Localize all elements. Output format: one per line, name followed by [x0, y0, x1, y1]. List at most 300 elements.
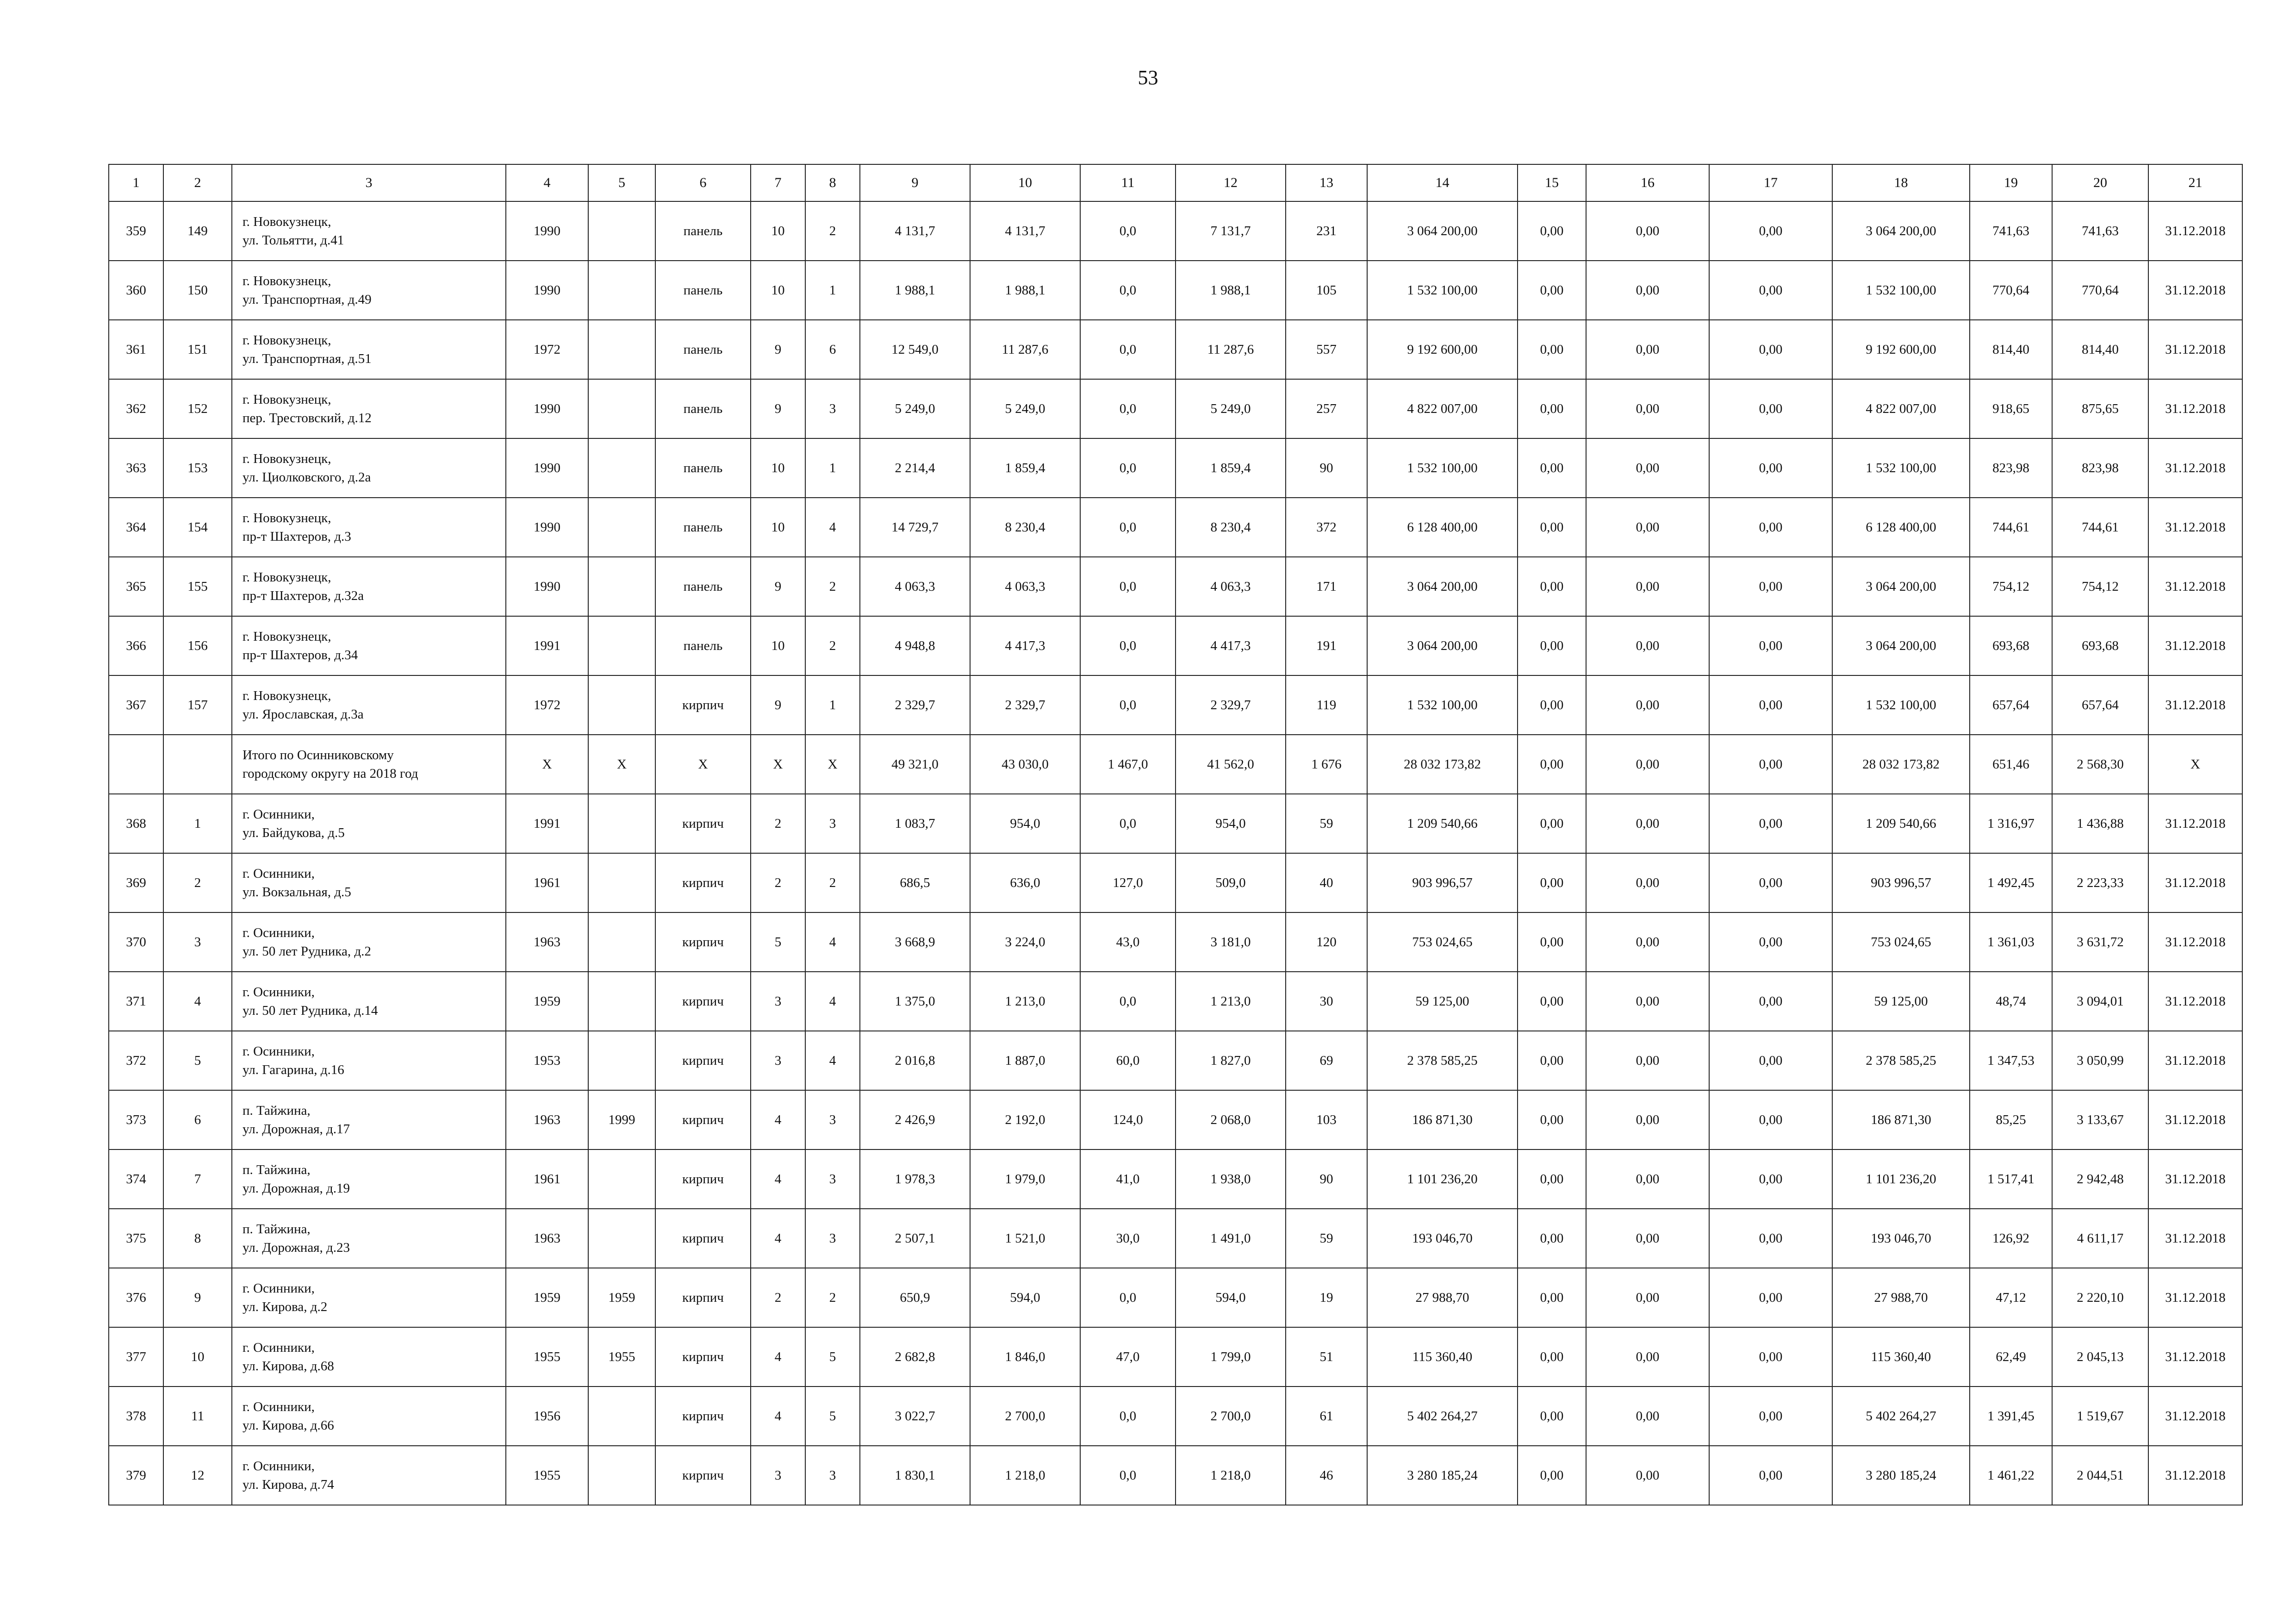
address-line-2: ул. Кирова, д.74 [243, 1477, 334, 1492]
cell-col-8: 5 [805, 1327, 860, 1387]
address-line-1: г. Новокузнецк, [243, 570, 331, 585]
address-line-2: ул. Кирова, д.68 [243, 1359, 334, 1374]
cell-col-15: 0,00 [1518, 1209, 1586, 1268]
cell-col-8: 4 [805, 912, 860, 972]
cell-col-7: 10 [751, 616, 805, 675]
cell-col-8: 3 [805, 1446, 860, 1505]
cell-col-14: 3 280 185,24 [1367, 1446, 1518, 1505]
cell-col-18: 2 378 585,25 [1832, 1031, 1970, 1090]
cell-col-1: 377 [109, 1327, 163, 1387]
cell-col-4: 1961 [506, 853, 588, 912]
cell-col-12: 594,0 [1176, 1268, 1286, 1327]
address-line-2: ул. Транспортная, д.51 [243, 351, 372, 366]
cell-col-9: 4 131,7 [860, 201, 970, 261]
cell-col-6: X [655, 735, 751, 794]
cell-col-16: 0,00 [1586, 1268, 1709, 1327]
cell-col-7: 2 [751, 853, 805, 912]
cell-col-10: 1 859,4 [970, 438, 1080, 498]
cell-col-15: 0,00 [1518, 1387, 1586, 1446]
cell-col-15: 0,00 [1518, 557, 1586, 616]
cell-col-1: 379 [109, 1446, 163, 1505]
cell-col-7: 4 [751, 1090, 805, 1149]
address-cell [232, 1327, 506, 1387]
cell-col-16: 0,00 [1586, 735, 1709, 794]
cell-col-12: 1 938,0 [1176, 1149, 1286, 1209]
cell-col-19: 693,68 [1970, 616, 2052, 675]
cell-col-10: 2 700,0 [970, 1387, 1080, 1446]
cell-col-11: 0,0 [1080, 438, 1176, 498]
cell-col-17: 0,00 [1709, 1446, 1832, 1505]
column-header-21: 21 [2148, 164, 2242, 201]
column-header-13: 13 [1286, 164, 1367, 201]
cell-col-1: 373 [109, 1090, 163, 1149]
address-line-1: г. Осинники, [243, 1281, 315, 1296]
cell-col-20: 2 220,10 [2052, 1268, 2148, 1327]
cell-col-17: 0,00 [1709, 498, 1832, 557]
cell-col-12: 1 213,0 [1176, 972, 1286, 1031]
cell-col-2: 4 [163, 972, 232, 1031]
cell-col-2: 154 [163, 498, 232, 557]
header-row [109, 164, 2242, 201]
cell-col-2 [163, 735, 232, 794]
cell-col-13: 103 [1286, 1090, 1367, 1149]
cell-col-6: кирпич [655, 1209, 751, 1268]
table-row [109, 1387, 2242, 1446]
cell-col-1: 376 [109, 1268, 163, 1327]
cell-col-18: 3 064 200,00 [1832, 616, 1970, 675]
cell-col-14: 2 378 585,25 [1367, 1031, 1518, 1090]
cell-col-18: 3 064 200,00 [1832, 201, 1970, 261]
cell-col-21: 31.12.2018 [2148, 1209, 2242, 1268]
cell-col-4: 1991 [506, 794, 588, 853]
cell-col-20: 3 133,67 [2052, 1090, 2148, 1149]
cell-col-5 [588, 261, 655, 320]
cell-col-2: 6 [163, 1090, 232, 1149]
address-line-1: г. Осинники, [243, 1399, 315, 1414]
cell-col-13: 231 [1286, 201, 1367, 261]
cell-col-8: 3 [805, 794, 860, 853]
table-row [109, 735, 2242, 794]
cell-col-12: 41 562,0 [1176, 735, 1286, 794]
cell-col-19: 48,74 [1970, 972, 2052, 1031]
cell-col-13: 51 [1286, 1327, 1367, 1387]
cell-col-18: 3 280 185,24 [1832, 1446, 1970, 1505]
cell-col-11: 30,0 [1080, 1209, 1176, 1268]
cell-col-9: 14 729,7 [860, 498, 970, 557]
cell-col-19: 47,12 [1970, 1268, 2052, 1327]
column-header-9: 9 [860, 164, 970, 201]
cell-col-19: 744,61 [1970, 498, 2052, 557]
cell-col-17: 0,00 [1709, 1268, 1832, 1327]
cell-col-2: 12 [163, 1446, 232, 1505]
cell-col-4: 1990 [506, 438, 588, 498]
cell-col-14: 115 360,40 [1367, 1327, 1518, 1387]
cell-col-1: 361 [109, 320, 163, 379]
cell-col-20: 744,61 [2052, 498, 2148, 557]
table-row [109, 320, 2242, 379]
cell-col-13: 119 [1286, 675, 1367, 735]
cell-col-1: 363 [109, 438, 163, 498]
table-row [109, 1031, 2242, 1090]
cell-col-17: 0,00 [1709, 320, 1832, 379]
cell-col-18: 3 064 200,00 [1832, 557, 1970, 616]
cell-col-21: 31.12.2018 [2148, 379, 2242, 438]
cell-col-14: 4 822 007,00 [1367, 379, 1518, 438]
cell-col-19: 754,12 [1970, 557, 2052, 616]
column-header-19: 19 [1970, 164, 2052, 201]
cell-col-6: кирпич [655, 912, 751, 972]
cell-col-18: 753 024,65 [1832, 912, 1970, 972]
table-row [109, 675, 2242, 735]
cell-col-21: 31.12.2018 [2148, 853, 2242, 912]
cell-col-1: 369 [109, 853, 163, 912]
cell-col-7: 3 [751, 1031, 805, 1090]
cell-col-11: 124,0 [1080, 1090, 1176, 1149]
cell-col-8: 2 [805, 1268, 860, 1327]
cell-col-20: 814,40 [2052, 320, 2148, 379]
cell-col-21: 31.12.2018 [2148, 1387, 2242, 1446]
cell-col-7: 3 [751, 1446, 805, 1505]
cell-col-12: 5 249,0 [1176, 379, 1286, 438]
cell-col-6: кирпич [655, 1149, 751, 1209]
table-row [109, 557, 2242, 616]
cell-col-5 [588, 1209, 655, 1268]
cell-col-1: 370 [109, 912, 163, 972]
cell-col-12: 2 329,7 [1176, 675, 1286, 735]
cell-col-11: 127,0 [1080, 853, 1176, 912]
cell-col-19: 657,64 [1970, 675, 2052, 735]
cell-col-9: 686,5 [860, 853, 970, 912]
cell-col-11: 47,0 [1080, 1327, 1176, 1387]
cell-col-14: 9 192 600,00 [1367, 320, 1518, 379]
cell-col-14: 3 064 200,00 [1367, 201, 1518, 261]
column-header-1: 1 [109, 164, 163, 201]
cell-col-6: панель [655, 616, 751, 675]
column-header-14: 14 [1367, 164, 1518, 201]
cell-col-20: 754,12 [2052, 557, 2148, 616]
table-row [109, 912, 2242, 972]
cell-col-19: 651,46 [1970, 735, 2052, 794]
table-row [109, 498, 2242, 557]
address-line-1: г. Новокузнецк, [243, 214, 331, 229]
cell-col-20: 4 611,17 [2052, 1209, 2148, 1268]
table-row [109, 972, 2242, 1031]
cell-col-6: кирпич [655, 972, 751, 1031]
cell-col-11: 60,0 [1080, 1031, 1176, 1090]
address-cell [232, 735, 506, 794]
cell-col-13: 90 [1286, 438, 1367, 498]
cell-col-18: 1 209 540,66 [1832, 794, 1970, 853]
cell-col-16: 0,00 [1586, 675, 1709, 735]
cell-col-16: 0,00 [1586, 1209, 1709, 1268]
cell-col-1: 374 [109, 1149, 163, 1209]
cell-col-6: панель [655, 557, 751, 616]
table-row [109, 616, 2242, 675]
cell-col-10: 3 224,0 [970, 912, 1080, 972]
cell-col-21: 31.12.2018 [2148, 675, 2242, 735]
cell-col-8: 5 [805, 1387, 860, 1446]
cell-col-11: 0,0 [1080, 498, 1176, 557]
cell-col-7: 9 [751, 379, 805, 438]
cell-col-19: 1 517,41 [1970, 1149, 2052, 1209]
cell-col-4: 1972 [506, 675, 588, 735]
cell-col-17: 0,00 [1709, 1031, 1832, 1090]
cell-col-19: 823,98 [1970, 438, 2052, 498]
cell-col-15: 0,00 [1518, 1327, 1586, 1387]
cell-col-15: 0,00 [1518, 498, 1586, 557]
cell-col-15: 0,00 [1518, 261, 1586, 320]
address-cell [232, 794, 506, 853]
cell-col-15: 0,00 [1518, 438, 1586, 498]
cell-col-18: 6 128 400,00 [1832, 498, 1970, 557]
address-cell [232, 1268, 506, 1327]
cell-col-8: 3 [805, 379, 860, 438]
address-cell [232, 320, 506, 379]
cell-col-6: кирпич [655, 794, 751, 853]
cell-col-13: 69 [1286, 1031, 1367, 1090]
cell-col-5 [588, 1387, 655, 1446]
cell-col-19: 1 347,53 [1970, 1031, 2052, 1090]
cell-col-6: кирпич [655, 1446, 751, 1505]
cell-col-2: 151 [163, 320, 232, 379]
cell-col-12: 4 063,3 [1176, 557, 1286, 616]
address-line-2: ул. Тольятти, д.41 [243, 233, 344, 248]
address-cell [232, 557, 506, 616]
cell-col-13: 59 [1286, 1209, 1367, 1268]
cell-col-4: 1963 [506, 1090, 588, 1149]
cell-col-17: 0,00 [1709, 675, 1832, 735]
column-header-4: 4 [506, 164, 588, 201]
cell-col-19: 741,63 [1970, 201, 2052, 261]
cell-col-13: 191 [1286, 616, 1367, 675]
column-header-16: 16 [1586, 164, 1709, 201]
cell-col-10: 1 979,0 [970, 1149, 1080, 1209]
column-header-12: 12 [1176, 164, 1286, 201]
cell-col-15: 0,00 [1518, 1090, 1586, 1149]
cell-col-12: 11 287,6 [1176, 320, 1286, 379]
cell-col-1: 366 [109, 616, 163, 675]
cell-col-1: 362 [109, 379, 163, 438]
cell-col-16: 0,00 [1586, 1387, 1709, 1446]
cell-col-9: 2 507,1 [860, 1209, 970, 1268]
address-line-1: г. Новокузнецк, [243, 333, 331, 348]
cell-col-9: 1 830,1 [860, 1446, 970, 1505]
address-line-1: г. Новокузнецк, [243, 451, 331, 466]
cell-col-6: панель [655, 320, 751, 379]
cell-col-12: 1 491,0 [1176, 1209, 1286, 1268]
cell-col-16: 0,00 [1586, 379, 1709, 438]
cell-col-6: кирпич [655, 1268, 751, 1327]
address-line-1: п. Тайжина, [243, 1162, 311, 1177]
address-cell [232, 1387, 506, 1446]
cell-col-15: 0,00 [1518, 794, 1586, 853]
cell-col-2: 150 [163, 261, 232, 320]
cell-col-12: 4 417,3 [1176, 616, 1286, 675]
cell-col-9: 4 948,8 [860, 616, 970, 675]
cell-col-17: 0,00 [1709, 1387, 1832, 1446]
cell-col-15: 0,00 [1518, 735, 1586, 794]
cell-col-17: 0,00 [1709, 735, 1832, 794]
table-row [109, 1446, 2242, 1505]
address-cell [232, 201, 506, 261]
cell-col-1: 365 [109, 557, 163, 616]
cell-col-7: 4 [751, 1149, 805, 1209]
cell-col-21: 31.12.2018 [2148, 320, 2242, 379]
cell-col-17: 0,00 [1709, 201, 1832, 261]
cell-col-21: 31.12.2018 [2148, 557, 2242, 616]
cell-col-13: 40 [1286, 853, 1367, 912]
address-line-2: ул. 50 лет Рудника, д.2 [243, 944, 371, 959]
cell-col-14: 1 532 100,00 [1367, 675, 1518, 735]
cell-col-15: 0,00 [1518, 675, 1586, 735]
cell-col-16: 0,00 [1586, 853, 1709, 912]
cell-col-9: 3 022,7 [860, 1387, 970, 1446]
cell-col-15: 0,00 [1518, 1268, 1586, 1327]
cell-col-15: 0,00 [1518, 1446, 1586, 1505]
cell-col-17: 0,00 [1709, 1209, 1832, 1268]
cell-col-10: 4 063,3 [970, 557, 1080, 616]
table-row [109, 1268, 2242, 1327]
address-cell [232, 1149, 506, 1209]
cell-col-7: 9 [751, 675, 805, 735]
data-table [108, 164, 2243, 1505]
cell-col-4: 1990 [506, 557, 588, 616]
cell-col-16: 0,00 [1586, 1327, 1709, 1387]
cell-col-10: 5 249,0 [970, 379, 1080, 438]
table-row [109, 1149, 2242, 1209]
cell-col-1: 372 [109, 1031, 163, 1090]
table-row [109, 1327, 2242, 1387]
cell-col-8: X [805, 735, 860, 794]
cell-col-9: 49 321,0 [860, 735, 970, 794]
cell-col-17: 0,00 [1709, 261, 1832, 320]
cell-col-11: 0,0 [1080, 557, 1176, 616]
cell-col-5 [588, 616, 655, 675]
cell-col-9: 5 249,0 [860, 379, 970, 438]
cell-col-2: 157 [163, 675, 232, 735]
cell-col-9: 3 668,9 [860, 912, 970, 972]
cell-col-20: 2 942,48 [2052, 1149, 2148, 1209]
cell-col-20: 657,64 [2052, 675, 2148, 735]
cell-col-10: 954,0 [970, 794, 1080, 853]
cell-col-5 [588, 1149, 655, 1209]
cell-col-16: 0,00 [1586, 912, 1709, 972]
address-line-1: г. Осинники, [243, 985, 315, 999]
cell-col-2: 153 [163, 438, 232, 498]
cell-col-16: 0,00 [1586, 616, 1709, 675]
cell-col-8: 2 [805, 201, 860, 261]
cell-col-7: 9 [751, 320, 805, 379]
cell-col-11: 0,0 [1080, 1268, 1176, 1327]
cell-col-1: 367 [109, 675, 163, 735]
cell-col-15: 0,00 [1518, 972, 1586, 1031]
cell-col-9: 1 988,1 [860, 261, 970, 320]
cell-col-20: 1 436,88 [2052, 794, 2148, 853]
cell-col-21: 31.12.2018 [2148, 1268, 2242, 1327]
cell-col-17: 0,00 [1709, 379, 1832, 438]
cell-col-6: панель [655, 438, 751, 498]
cell-col-10: 2 192,0 [970, 1090, 1080, 1149]
cell-col-15: 0,00 [1518, 1031, 1586, 1090]
table-row [109, 261, 2242, 320]
cell-col-9: 2 682,8 [860, 1327, 970, 1387]
cell-col-7: 3 [751, 972, 805, 1031]
cell-col-17: 0,00 [1709, 1090, 1832, 1149]
cell-col-18: 27 988,70 [1832, 1268, 1970, 1327]
cell-col-11: 0,0 [1080, 1446, 1176, 1505]
cell-col-6: кирпич [655, 1031, 751, 1090]
cell-col-20: 2 044,51 [2052, 1446, 2148, 1505]
cell-col-8: 2 [805, 557, 860, 616]
cell-col-2: 155 [163, 557, 232, 616]
cell-col-19: 1 361,03 [1970, 912, 2052, 972]
cell-col-10: 1 218,0 [970, 1446, 1080, 1505]
cell-col-8: 4 [805, 1031, 860, 1090]
cell-col-11: 0,0 [1080, 616, 1176, 675]
cell-col-2: 7 [163, 1149, 232, 1209]
cell-col-7: 4 [751, 1327, 805, 1387]
cell-col-6: кирпич [655, 1090, 751, 1149]
cell-col-16: 0,00 [1586, 438, 1709, 498]
cell-col-11: 0,0 [1080, 1387, 1176, 1446]
cell-col-17: 0,00 [1709, 438, 1832, 498]
cell-col-21: 31.12.2018 [2148, 201, 2242, 261]
cell-col-16: 0,00 [1586, 261, 1709, 320]
cell-col-13: 257 [1286, 379, 1367, 438]
cell-col-21: 31.12.2018 [2148, 261, 2242, 320]
cell-col-15: 0,00 [1518, 201, 1586, 261]
cell-col-5: 1959 [588, 1268, 655, 1327]
cell-col-6: панель [655, 498, 751, 557]
cell-col-20: 823,98 [2052, 438, 2148, 498]
table-row [109, 379, 2242, 438]
cell-col-10: 4 417,3 [970, 616, 1080, 675]
page-number: 53 [1138, 66, 1158, 89]
cell-col-17: 0,00 [1709, 912, 1832, 972]
cell-col-5 [588, 557, 655, 616]
cell-col-20: 2 568,30 [2052, 735, 2148, 794]
cell-col-12: 1 859,4 [1176, 438, 1286, 498]
cell-col-19: 62,49 [1970, 1327, 2052, 1387]
cell-col-14: 1 101 236,20 [1367, 1149, 1518, 1209]
cell-col-20: 3 094,01 [2052, 972, 2148, 1031]
cell-col-21: 31.12.2018 [2148, 912, 2242, 972]
cell-col-13: 61 [1286, 1387, 1367, 1446]
cell-col-12: 509,0 [1176, 853, 1286, 912]
cell-col-19: 1 492,45 [1970, 853, 2052, 912]
cell-col-10: 1 846,0 [970, 1327, 1080, 1387]
cell-col-8: 1 [805, 675, 860, 735]
cell-col-15: 0,00 [1518, 616, 1586, 675]
cell-col-4: 1972 [506, 320, 588, 379]
cell-col-17: 0,00 [1709, 616, 1832, 675]
cell-col-12: 954,0 [1176, 794, 1286, 853]
cell-col-18: 4 822 007,00 [1832, 379, 1970, 438]
cell-col-19: 1 316,97 [1970, 794, 2052, 853]
address-cell [232, 379, 506, 438]
cell-col-4: 1953 [506, 1031, 588, 1090]
address-line-1: Итого по Осинниковскому [243, 748, 394, 762]
cell-col-11: 1 467,0 [1080, 735, 1176, 794]
cell-col-4: 1990 [506, 201, 588, 261]
cell-col-12: 3 181,0 [1176, 912, 1286, 972]
cell-col-7: X [751, 735, 805, 794]
address-cell [232, 853, 506, 912]
cell-col-6: панель [655, 379, 751, 438]
cell-col-5 [588, 1446, 655, 1505]
cell-col-16: 0,00 [1586, 320, 1709, 379]
cell-col-21: 31.12.2018 [2148, 1031, 2242, 1090]
